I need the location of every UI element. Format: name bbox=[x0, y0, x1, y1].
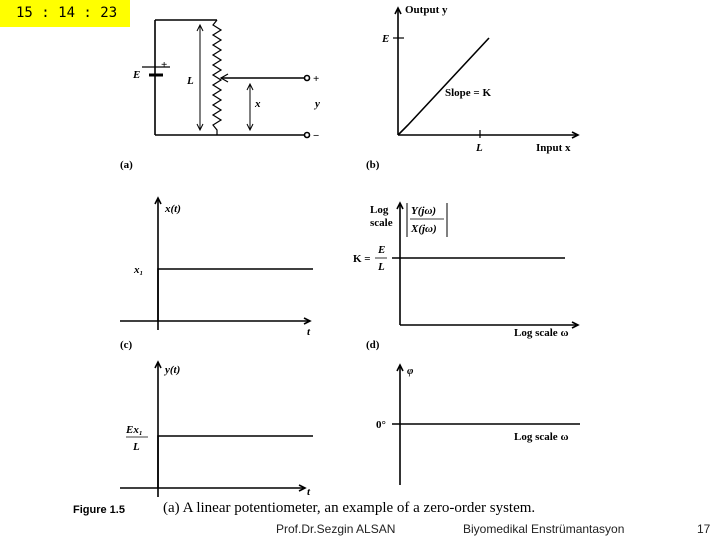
e-ylabel: y(t) bbox=[165, 364, 181, 376]
d-K-den: L bbox=[378, 261, 385, 273]
figure-label: Figure 1.5 bbox=[73, 504, 125, 516]
a-plus-out: + bbox=[313, 73, 320, 85]
f-ylabel: φ bbox=[407, 365, 414, 377]
timer-display: 15 : 14 : 23 bbox=[0, 0, 130, 27]
d-K-eq: K = bbox=[353, 253, 371, 265]
footer-course: Biyomedikal Enstrümantasyon bbox=[463, 522, 625, 536]
figure-caption: (a) A linear potentiometer, an example of a zero-order system. bbox=[163, 500, 536, 516]
d-ylabel-line1: Log bbox=[370, 204, 389, 216]
b-panel-label: (b) bbox=[366, 159, 380, 171]
d-frac-num: Y(jω) bbox=[411, 205, 437, 217]
c-level-label: x₁ bbox=[134, 264, 144, 276]
c-t-label: t bbox=[307, 326, 311, 338]
d-panel-label: (d) bbox=[366, 339, 380, 351]
d-K-num: E bbox=[378, 244, 386, 256]
b-ylabel: Output y bbox=[405, 4, 448, 16]
b-E-label: E bbox=[382, 33, 390, 45]
panel-c-axes bbox=[120, 198, 313, 330]
c-panel-label: (c) bbox=[120, 339, 133, 351]
f-xlabel: Log scale ω bbox=[514, 431, 569, 443]
d-ylabel-line2: scale bbox=[370, 217, 393, 229]
footer-page-number: 17 bbox=[697, 522, 711, 536]
e-level-num: Ex₁ bbox=[126, 424, 143, 436]
a-panel-label: (a) bbox=[120, 159, 133, 171]
c-ylabel: x(t) bbox=[165, 203, 181, 215]
a-x-label: x bbox=[255, 98, 261, 110]
a-minus-out: − bbox=[313, 130, 320, 142]
f-zero-label: 0° bbox=[376, 419, 386, 431]
panel-b-axes bbox=[393, 8, 578, 138]
panel-d-axes bbox=[392, 203, 578, 328]
b-xlabel: Input x bbox=[536, 142, 571, 154]
e-t-label: t bbox=[307, 486, 311, 498]
panel-f-axes bbox=[392, 365, 580, 485]
a-plus-battery: + bbox=[161, 59, 168, 71]
a-y-label: y bbox=[315, 98, 320, 110]
e-level-den: L bbox=[133, 441, 140, 453]
panel-a-circuit bbox=[142, 20, 310, 138]
panel-e-axes bbox=[120, 362, 313, 497]
d-frac-den: X(jω) bbox=[411, 223, 437, 235]
a-E-label: E bbox=[133, 69, 141, 81]
footer-author: Prof.Dr.Sezgin ALSAN bbox=[276, 522, 396, 536]
b-slope-label: Slope = K bbox=[445, 87, 491, 99]
b-L-label: L bbox=[476, 142, 483, 154]
d-xlabel: Log scale ω bbox=[514, 327, 569, 339]
a-L-label: L bbox=[187, 75, 194, 87]
